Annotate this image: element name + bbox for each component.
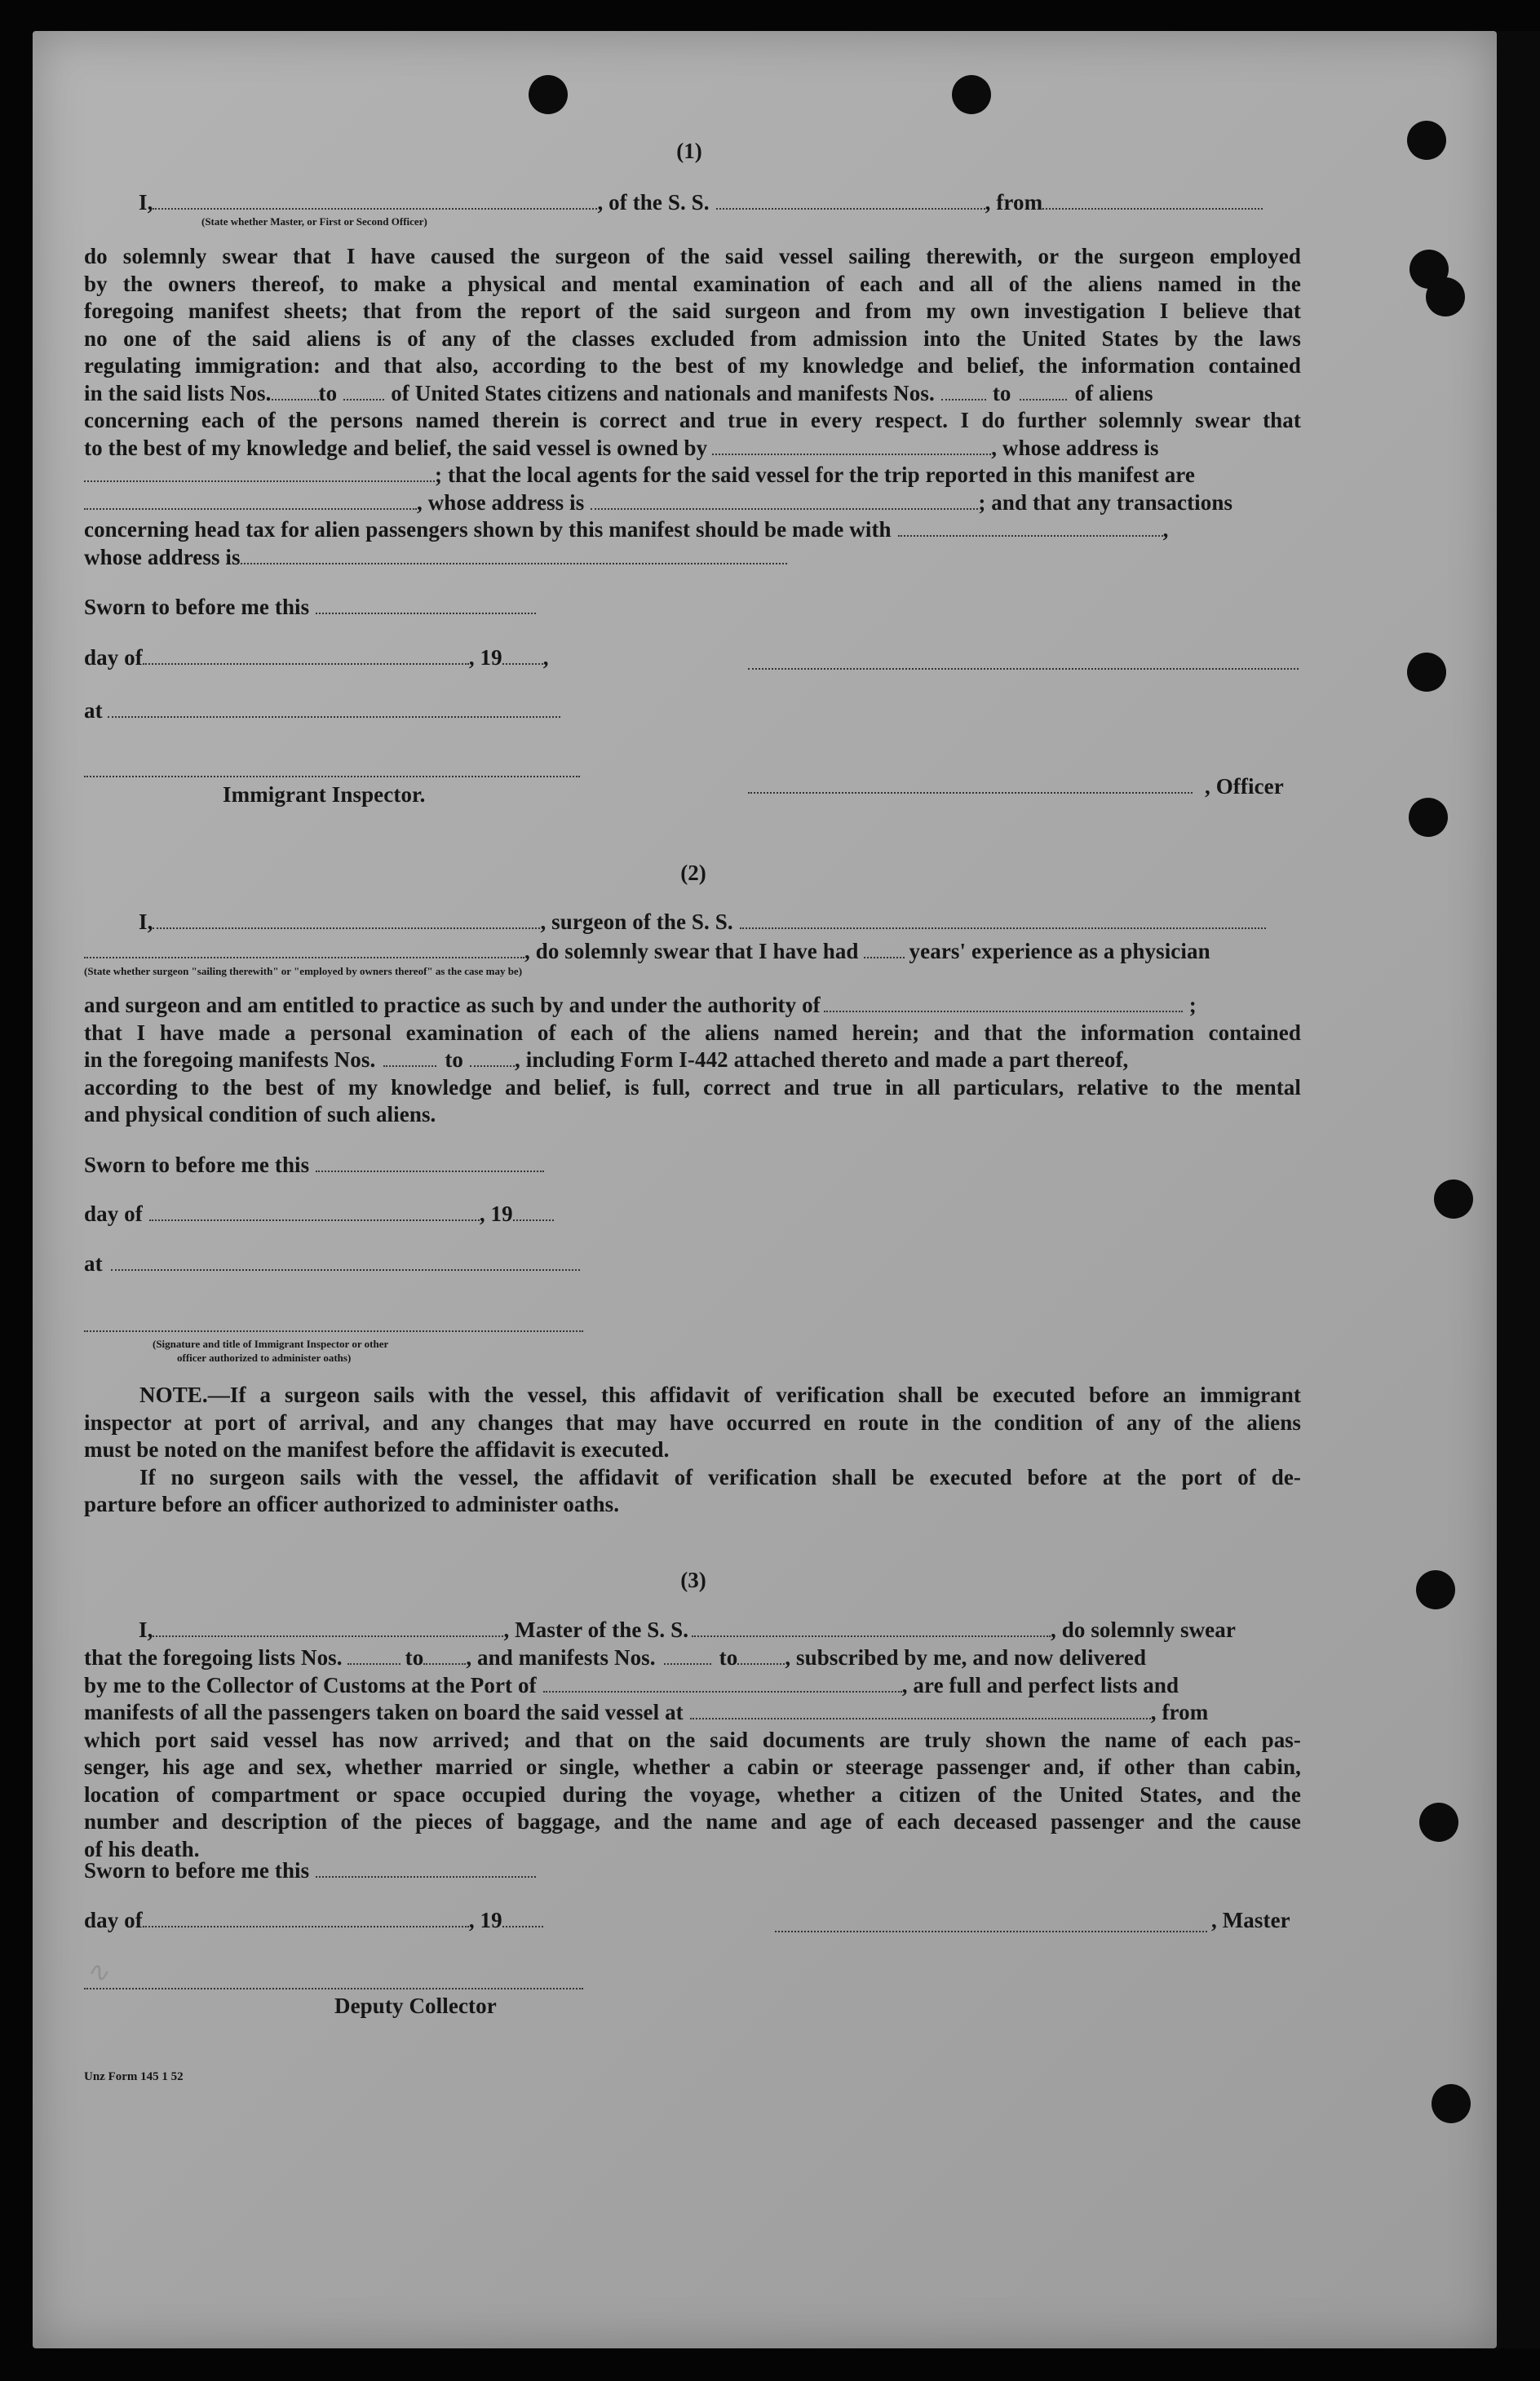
s2-at-place-field[interactable] <box>111 1268 580 1271</box>
note-line: If no surgeon sails with the vessel, the affidavit of verification shall be executed before at the port of de- <box>139 1464 1301 1489</box>
master-name-field[interactable] <box>153 207 597 210</box>
s3-master-signature-line[interactable] <box>775 1930 1207 1932</box>
s2-sworn-date-field[interactable] <box>316 1170 544 1172</box>
s1-agent-address-line: , whose address is ; and that any transactions <box>84 489 1301 517</box>
s3-sworn-date-field[interactable] <box>316 1875 536 1878</box>
s3-year-field[interactable] <box>502 1925 543 1927</box>
s3-text-line: which port said vessel has now arrived; and that on the said documents are truly shown the name of each pas- <box>84 1727 1301 1752</box>
s1-text-line: do solemnly swear that I have caused the surgeon of the said vessel sailing therewith, or the surgeon employed <box>84 244 1301 268</box>
s3-lists-from-field[interactable] <box>347 1662 400 1665</box>
section-1-body <box>84 243 1301 571</box>
years-experience-field[interactable] <box>864 956 905 958</box>
s1-at-place-field[interactable] <box>108 715 560 718</box>
s2-text-line: and physical condition of such aliens. <box>84 1102 436 1126</box>
section-3-body <box>84 1644 1301 1859</box>
s1-month-field[interactable] <box>143 662 469 665</box>
s1-text-line: no one of the said aliens is of any of the classes excluded from admission into the United States by the laws <box>84 325 1301 351</box>
note-line: inspector at port of arrival, and any changes that may have occurred en route in the condition of any of the aliens <box>84 1410 1301 1435</box>
s1-officer-label: , Officer <box>1205 774 1284 799</box>
s1-year-field[interactable] <box>502 662 543 665</box>
s2-day-line: day of , 19 <box>84 1201 554 1228</box>
agents-field[interactable] <box>84 507 417 510</box>
s3-day-line: day of , 19 <box>84 1907 543 1935</box>
lists-to-field[interactable] <box>343 398 384 401</box>
manifests-to-field[interactable] <box>1020 398 1067 401</box>
s3-deputy-label: Deputy Collector <box>334 1994 497 2018</box>
s2-line-1: I, , surgeon of the S. S. <box>139 909 1266 936</box>
s2-manifests-to-field[interactable] <box>470 1064 515 1067</box>
s1-inspector-signature-line[interactable] <box>84 775 580 777</box>
s1-day-line: day of , 19 , <box>84 645 549 670</box>
punch-hole <box>1426 277 1465 316</box>
s2-month-field[interactable] <box>149 1219 480 1221</box>
s3-manifests-to-field[interactable] <box>737 1662 785 1665</box>
manifests-from-field[interactable] <box>941 398 986 401</box>
s3-line-1: I, , Master of the S. S. , do solemnly swear <box>139 1618 1236 1642</box>
s1-text-line: concerning each of the persons named therein is correct and true in every respect. I do further solemnly swear that <box>84 408 1301 432</box>
punch-hole <box>1409 798 1448 837</box>
section-2-body <box>84 992 1301 1129</box>
s1-inspector-label: Immigrant Inspector. <box>223 782 426 807</box>
punch-hole <box>952 75 991 114</box>
surgeon-status-field[interactable] <box>84 956 524 958</box>
s2-manifests-from-field[interactable] <box>383 1064 436 1067</box>
punch-hole <box>529 75 568 114</box>
form-number: Unz Form 145 1 52 <box>84 2070 184 2083</box>
owner-address-field[interactable] <box>84 480 435 482</box>
s1-text-line: foregoing manifest sheets; that from the report of the said surgeon and from my own investigation I believe that <box>84 299 1301 323</box>
s3-sworn-line: Sworn to before me this <box>84 1857 536 1885</box>
agent-address-field[interactable] <box>591 507 978 510</box>
s3-month-field[interactable] <box>143 1925 469 1927</box>
s3-vessel-field[interactable] <box>692 1635 1051 1637</box>
s2-year-field[interactable] <box>513 1219 554 1221</box>
headtax-address-field[interactable] <box>241 562 787 564</box>
authority-field[interactable] <box>824 1010 1183 1012</box>
s2-line-2: , do solemnly swear that I have had years' experience as a physician <box>84 938 1210 966</box>
port-of-arrival-field[interactable] <box>543 1690 902 1693</box>
s2-authority-line: and surgeon and am entitled to practice as such by and under the authority of ; <box>84 993 1197 1017</box>
section-1-number: (1) <box>676 139 702 163</box>
s2-text-line: according to the best of my knowledge and belief, is full, correct and true in all particulars, relative to the mental <box>84 1074 1301 1100</box>
note-block <box>84 1382 1301 1519</box>
s3-master-label: , Master <box>1211 1908 1290 1932</box>
s2-text-line: that I have made a personal examination of each of the aliens named herein; and that the information contained <box>84 1020 1301 1045</box>
s3-deputy-signature-line[interactable] <box>84 1987 583 1989</box>
s1-sworn-line: Sworn to before me this <box>84 594 536 622</box>
s1-text-line: regulating immigration: and that also, according to the best of my knowledge and belief, the information contained <box>84 353 1301 378</box>
s3-lists-to-field[interactable] <box>423 1662 466 1665</box>
s2-manifests-line: in the foregoing manifests Nos. to , including Form I-442 attached thereto and made a part thereof, <box>84 1047 1129 1072</box>
s3-port-line: by me to the Collector of Customs at the Port of , are full and perfect lists and <box>84 1672 1179 1697</box>
punch-hole <box>1416 1570 1455 1609</box>
s1-sworn-date-field[interactable] <box>316 612 536 614</box>
s1-headtax-line: concerning head tax for alien passengers shown by this manifest should be made with , <box>84 517 1169 542</box>
s1-text-line: by the owners thereof, to make a physical and mental examination of each and all of the aliens named in the <box>84 271 1301 296</box>
section-1-officer-note: (State whether Master, or First or Second Officer) <box>201 215 427 228</box>
s3-text-line: location of compartment or space occupied during the voyage, whether a citizen of the United States, and the <box>84 1781 1301 1807</box>
punch-hole <box>1419 1803 1458 1842</box>
s2-surgeon-note: (State whether surgeon "sailing therewith" or "employed by owners thereof" as the case may be) <box>84 965 523 977</box>
handwritten-annotation: ∿ <box>86 1956 109 1989</box>
s3-text-line: of his death. <box>84 1836 200 1861</box>
s3-embark-line: manifests of all the passengers taken on board the said vessel at , from <box>84 1700 1209 1724</box>
embarkation-port-field[interactable] <box>690 1717 1151 1719</box>
note-line: NOTE.—If a surgeon sails with the vessel, this affidavit of verification shall be executed before an immigrant <box>139 1383 1301 1407</box>
s1-lists-line: in the said lists Nos. to of United States citizens and nationals and manifests Nos. to of aliens <box>84 380 1153 405</box>
s3-manifests-from-field[interactable] <box>664 1662 711 1665</box>
s1-owner-line: to the best of my knowledge and belief, the said vessel is owned by , whose address is <box>84 435 1159 460</box>
punch-hole <box>1407 121 1446 160</box>
from-port-field[interactable] <box>1042 207 1263 210</box>
s1-officer-signature-line-1[interactable] <box>748 667 1299 670</box>
s2-signature-note-1: (Signature and title of Immigrant Inspector or other <box>153 1338 389 1350</box>
punch-hole <box>1407 653 1446 692</box>
s1-agents-line: ; that the local agents for the said vessel for the trip reported in this manifest are <box>84 462 1301 489</box>
s2-sworn-line: Sworn to before me this <box>84 1152 544 1179</box>
surgeon-name-field[interactable] <box>153 927 540 929</box>
s3-master-name-field[interactable] <box>153 1635 503 1637</box>
section-1-line-1: I, , of the S. S. , from <box>139 189 1263 217</box>
note-line: parture before an officer authorized to administer oaths. <box>84 1492 620 1516</box>
punch-hole <box>1434 1179 1473 1219</box>
page-edge <box>1497 31 1540 2348</box>
punch-hole <box>1432 2084 1471 2123</box>
s3-text-line: senger, his age and sex, whether married or single, whether a cabin or steerage passenger and, if other than cabin, <box>84 1755 1301 1779</box>
s1-at-line: at <box>84 697 560 725</box>
owner-field[interactable] <box>712 453 991 455</box>
section-2-number: (2) <box>680 861 706 885</box>
vessel-name-field[interactable] <box>716 207 985 210</box>
s2-signature-note-2: officer authorized to administer oaths) <box>177 1352 352 1364</box>
lists-from-field[interactable] <box>272 398 319 401</box>
s1-officer-signature-line-2[interactable] <box>748 791 1193 794</box>
s2-at-line: at <box>84 1250 580 1278</box>
s2-signature-line[interactable] <box>84 1330 583 1332</box>
section-3-number: (3) <box>680 1568 706 1592</box>
s1-headtax-address-line: whose address is <box>84 544 1301 572</box>
headtax-contact-field[interactable] <box>898 534 1163 537</box>
s2-vessel-field[interactable] <box>740 927 1266 929</box>
note-line: must be noted on the manifest before the affidavit is executed. <box>84 1437 670 1462</box>
s3-lists-line: that the foregoing lists Nos. to , and manifests Nos. to , subscribed by me, and now delivered <box>84 1645 1147 1670</box>
s3-text-line: number and description of the pieces of baggage, and the name and age of each deceased passenger and the cause <box>84 1809 1301 1834</box>
